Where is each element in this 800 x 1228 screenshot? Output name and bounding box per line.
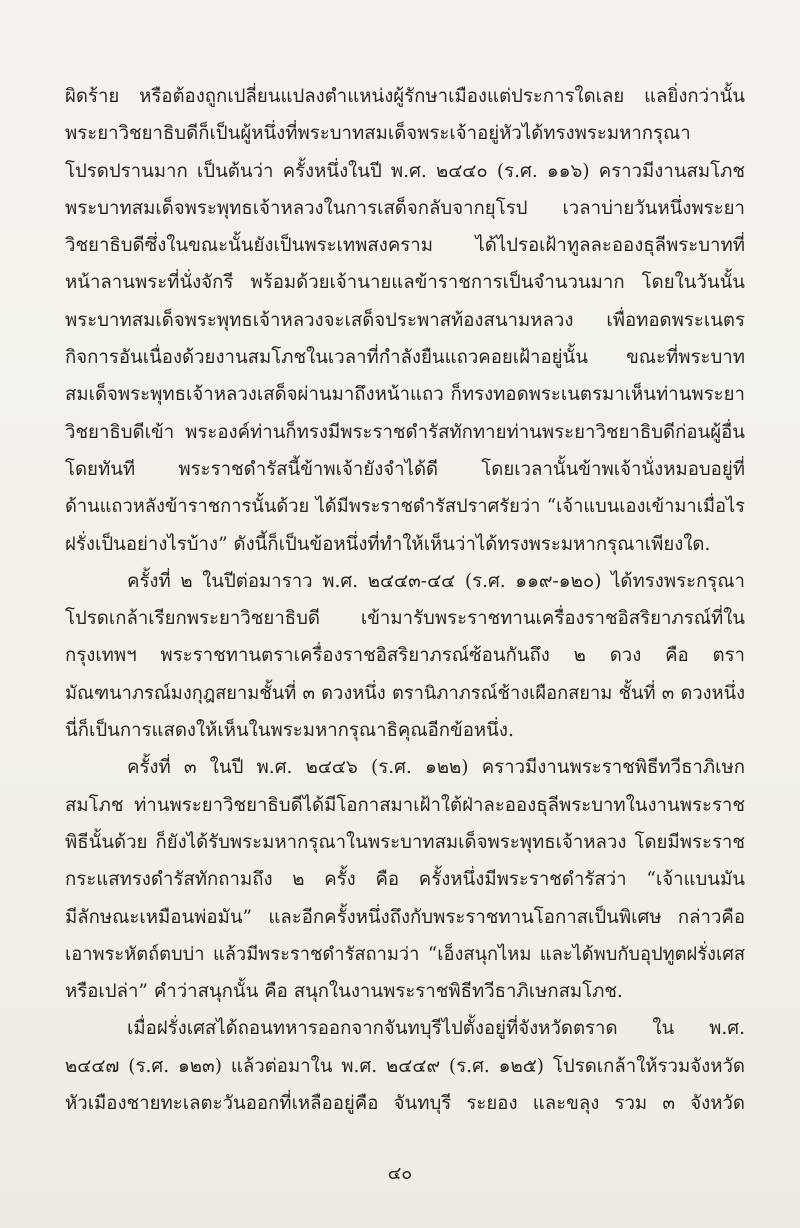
text-line: วิชยาธิบดีซึ่งในขณะนั้นยังเป็นพระเทพสงคราม ได้ไปรอเฝ้าทูลละอองธุลีพระบาทที่ [65,235,745,257]
text-line: กิจการอันเนื่องด้วยงานสมโภชในเวลาที่กำลังยืนแถวคอยเฝ้าอยู่นั้น ขณะที่พระบาท [65,347,745,369]
body-text [65,78,745,1122]
page-number: ๔๐ [387,1163,413,1184]
text-line: หรือเปล่า” คำว่าสนุกนั้น คือ สนุกในงานพระราชพิธีทวีธาภิเษกสมโภช. [65,981,623,1003]
text-line: สมโภช ท่านพระยาวิชยาธิบดีได้มีโอกาสมาเฝ้าใต้ฝ่าละอองธุลีพระบาทในงานพระราช [65,794,745,816]
text-line: ผิดร้าย หรือต้องถูกเปลี่ยนแปลงตำแหน่งผู้รักษาเมืองแต่ประการใดเลย แลยิ่งกว่านั้น [65,86,745,107]
text-line: ครั้งที่ ๓ ในปี พ.ศ. ๒๔๔๖ (ร.ศ. ๑๒๒) คราวมีงานพระราชพิธีทวีธาภิเษก [127,757,745,779]
text-line: ด้านแถวหลังข้าราชการนั้นด้วย ได้มีพระราชดำรัสปราศรัยว่า “เจ้าแบนเองเข้ามาเมื่อไร [65,496,745,518]
text-line: พระยาวิชยาธิบดีก็เป็นผู้หนึ่งที่พระบาทสมเด็จพระเจ้าอยู่หัวได้ทรงพระมหากรุณา [65,123,691,145]
text-line: นี่ก็เป็นการแสดงให้เห็นในพระมหากรุณาธิคุณอีกข้อหนึ่ง. [65,720,514,742]
text-line: สมเด็จพระพุทธเจ้าหลวงเสด็จผ่านมาถึงหน้าแถว ก็ทรงทอดพระเนตรมาเห็นท่านพระยา [65,384,745,406]
text-line: พระบาทสมเด็จพระพุทธเจ้าหลวงจะเสด็จประพาสท้องสนามหลวง เพื่อทอดพระเนตร [65,309,745,331]
text-line: เอาพระหัตถ์ตบบ่า แล้วมีพระราชดำรัสถามว่า “เอ็งสนุกไหม และได้พบกับอุปทูตฝรั่งเศส [65,943,745,965]
text-line: กระแสทรงดำรัสทักถามถึง ๒ ครั้ง คือ ครั้งหนึ่งมีพระราชดำรัสว่า “เจ้าแบนมัน [65,869,745,891]
text-line: หัวเมืองชายทะเลตะวันออกที่เหลืออยู่คือ จันทบุรี ระยอง และขลุง รวม ๓ จังหวัด [65,1093,745,1115]
text-line: กรุงเทพฯ พระราชทานตราเครื่องราชอิสริยาภรณ์ซ้อนกันถึง ๒ ดวง คือ ตรา [65,645,745,667]
text-line: มัณฑนาภรณ์มงกุฎสยามชั้นที่ ๓ ดวงหนึ่ง ตรานิภาภรณ์ช้างเผือกสยาม ชั้นที่ ๓ ดวงหนึ่ง [65,682,745,704]
text-line: พิธีนั้นด้วย ก็ยังได้รับพระมหากรุณาในพระบาทสมเด็จพระพุทธเจ้าหลวง โดยมีพระราช [65,831,745,853]
text-line: พระบาทสมเด็จพระพุทธเจ้าหลวงในการเสด็จกลับจากยุโรป เวลาบ่ายวันหนึ่งพระยา [65,197,745,219]
text-line: เมื่อฝรั่งเศสได้ถอนทหารออกจากจันทบุรีไปตั้งอยู่ที่จังหวัดตราด ใน พ.ศ. [127,1018,745,1040]
text-line: มีลักษณะเหมือนพ่อมัน” และอีกครั้งหนึ่งถึงกับพระราชทานโอกาสเป็นพิเศษ กล่าวคือ [65,906,745,928]
text-line: วิชยาธิบดีเข้า พระองค์ท่านก็ทรงมีพระราชดำรัสทักทายท่านพระยาวิชยาธิบดีก่อนผู้อื่น [65,421,745,443]
text-line: หน้าลานพระที่นั่งจักรี พร้อมด้วยเจ้านายแลข้าราชการเป็นจำนวนมาก โดยในวันนั้น [65,272,745,294]
text-line: โปรดปรานมาก เป็นต้นว่า ครั้งหนึ่งในปี พ.ศ. ๒๔๔๐ (ร.ศ. ๑๑๖) คราวมีงานสมโภช [65,160,745,182]
text-line: โดยทันที พระราชดำรัสนี้ข้าพเจ้ายังจำได้ดี โดยเวลานั้นข้าพเจ้านั่งหมอบอยู่ที่ [65,458,745,480]
text-line: โปรดเกล้าเรียกพระยาวิชยาธิบดี เข้ามารับพระราชทานเครื่องราชอิสริยาภรณ์ที่ใน [65,608,745,630]
text-line: ฝรั่งเป็นอย่างไรบ้าง” ดังนี้ก็เป็นข้อหนึ่งที่ทำให้เห็นว่าได้ทรงพระมหากรุณาเพียงใด. [65,533,711,555]
text-line: ๒๔๔๗ (ร.ศ. ๑๒๓) แล้วต่อมาใน พ.ศ. ๒๔๔๙ (ร.ศ. ๑๒๕) โปรดเกล้าให้รวมจังหวัด [65,1055,745,1077]
text-line: ครั้งที่ ๒ ในปีต่อมาราว พ.ศ. ๒๔๔๓-๔๔ (ร.ศ. ๑๑๙-๑๒๐) ได้ทรงพระกรุณา [127,570,745,592]
